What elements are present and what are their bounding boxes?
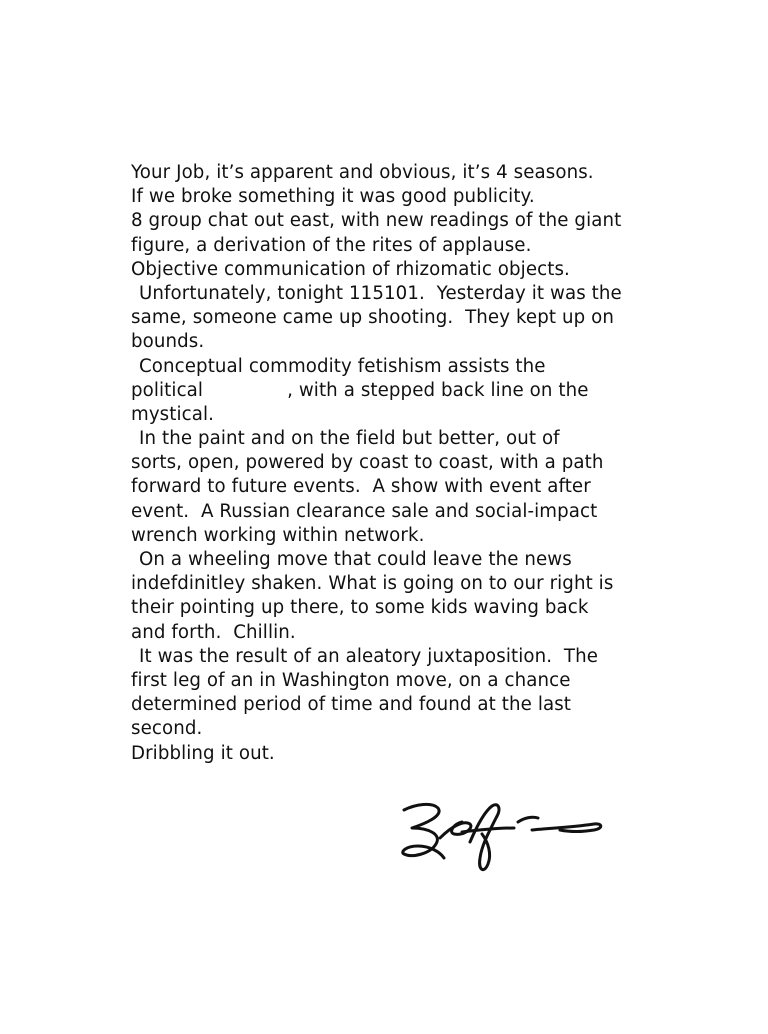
text-line: Your Job, it’s apparent and obvious, it’s 4 seasons. <box>131 162 594 183</box>
text-line: bounds. <box>131 331 205 353</box>
text-line: In the paint and on the field but better, out of <box>139 428 560 450</box>
text-line: Conceptual commodity fetishism assists the <box>139 355 546 377</box>
text-line: event. A Russian clearance sale and social-impact <box>131 500 598 522</box>
text-line: indefdinitley shaken. What is going on to our right is <box>131 573 614 595</box>
poem-text <box>131 161 651 766</box>
text-line: On a wheeling move that could leave the news <box>139 549 572 570</box>
text-line: 8 group chat out east, with new readings of the giant <box>131 210 622 232</box>
text-line: second. <box>131 718 203 740</box>
text-line: their pointing up there, to some kids waving back <box>131 597 589 619</box>
text-line: wrench working within network. <box>131 524 425 546</box>
text-line-with-gap <box>131 379 651 403</box>
text-line: determined period of time and found at the last <box>131 694 572 716</box>
handwritten-signature <box>398 798 608 878</box>
text-line: first leg of an in Washington move, on a chance <box>131 669 571 691</box>
text-line: forward to future events. A show with event after <box>131 476 591 498</box>
text-fragment: political <box>131 379 204 401</box>
text-line: Dribbling it out. <box>131 742 275 764</box>
text-line: It was the result of an aleatory juxtaposition. The <box>139 645 599 667</box>
text-line: and forth. Chillin. <box>131 621 296 643</box>
text-line: Objective communication of rhizomatic objects. <box>131 258 570 280</box>
text-fragment: , with a stepped back line on the <box>287 379 589 401</box>
text-line: sorts, open, powered by coast to coast, with a path <box>131 452 604 474</box>
text-line: same, someone came up shooting. They kept up on <box>131 307 614 329</box>
text-line: If we broke something it was good publicity. <box>131 186 535 208</box>
text-line: Unfortunately, tonight 115101. Yesterday it was the <box>139 282 622 304</box>
text-line: mystical. <box>131 403 215 425</box>
text-line: figure, a derivation of the rites of applause. <box>131 234 532 256</box>
